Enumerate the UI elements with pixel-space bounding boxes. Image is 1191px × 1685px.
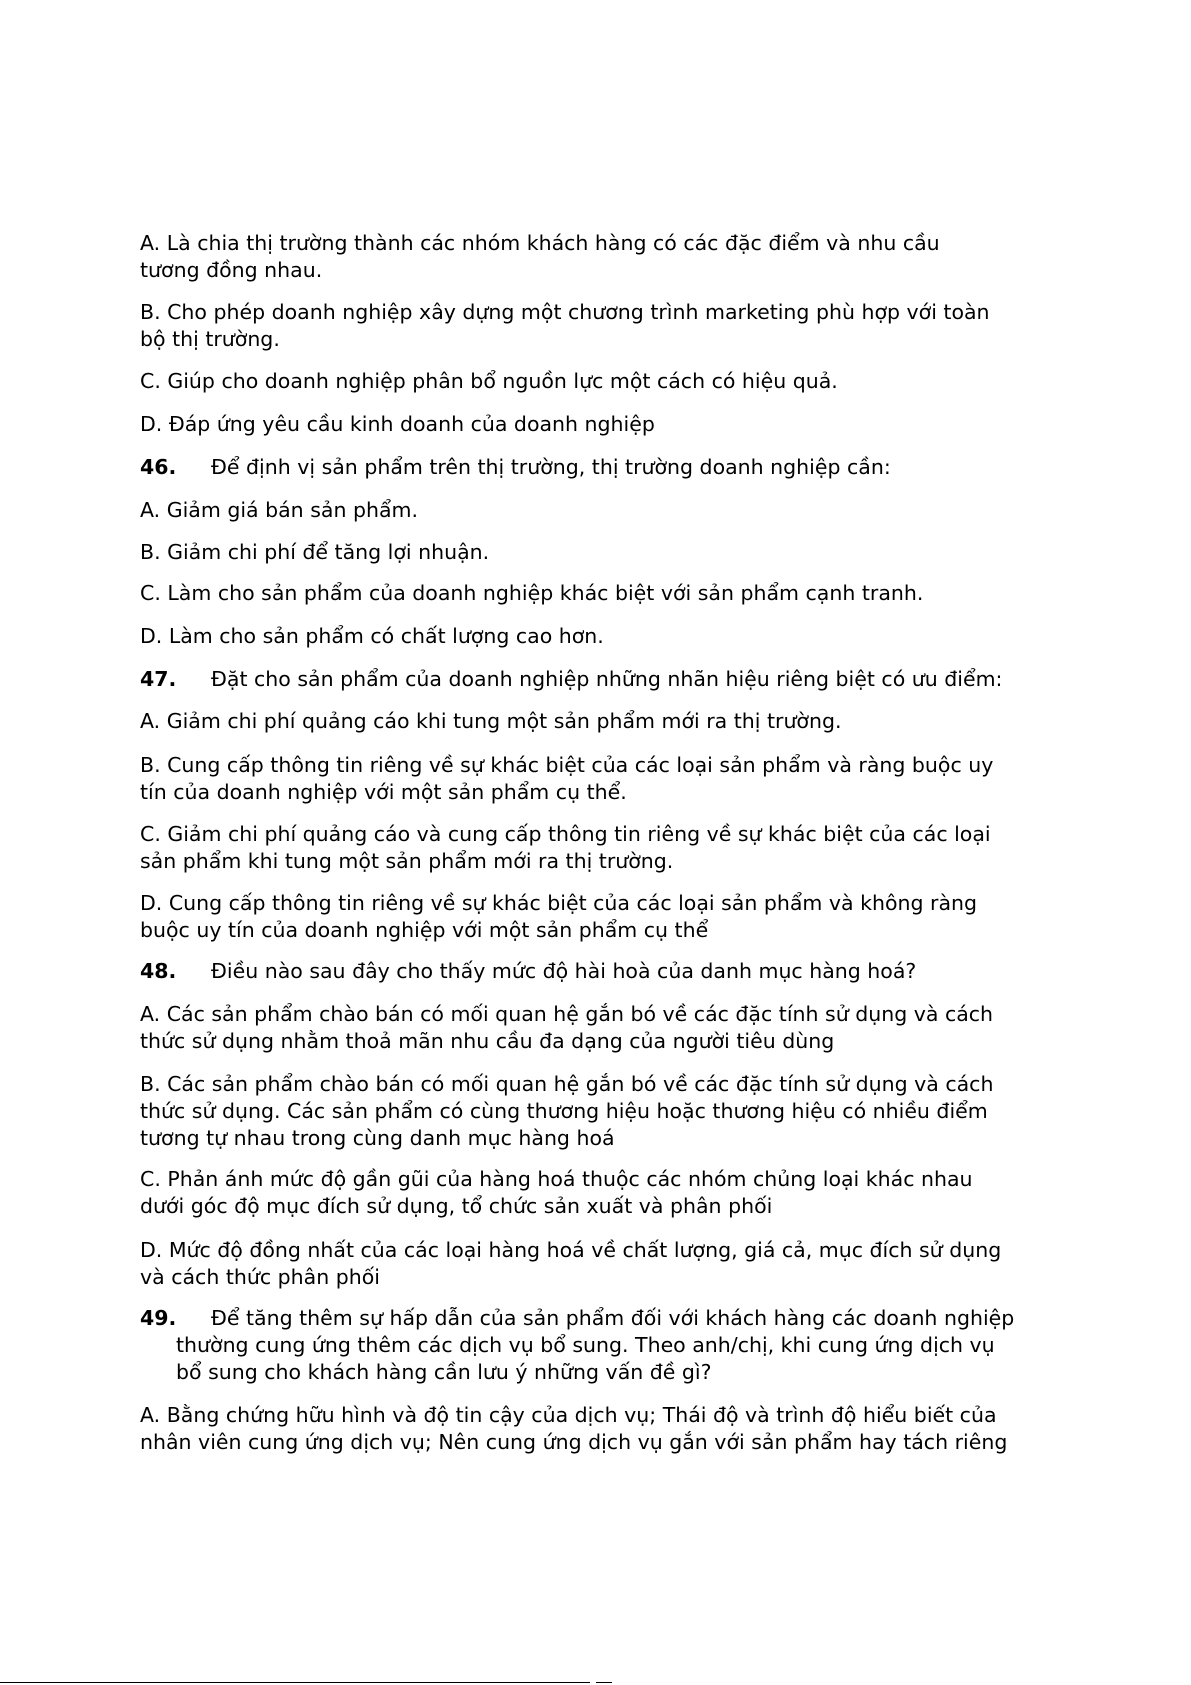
option-48-c bbox=[140, 1166, 1060, 1220]
text-line: A. Bằng chứng hữu hình và độ tin cậy của dịch vụ; Thái độ và trình độ hiểu biết của bbox=[140, 1403, 997, 1427]
question-48 bbox=[140, 958, 1060, 985]
option-45-d bbox=[140, 411, 1060, 438]
option-47-d bbox=[140, 890, 1060, 944]
question-number: 49. bbox=[140, 1306, 177, 1330]
question-46 bbox=[140, 454, 1060, 481]
option-47-b bbox=[140, 752, 1060, 806]
text-line: B. Giảm chi phí để tăng lợi nhuận. bbox=[140, 540, 490, 564]
option-47-a bbox=[140, 708, 1060, 735]
text-line: nhân viên cung ứng dịch vụ; Nên cung ứng dịch vụ gắn với sản phẩm hay tách riêng bbox=[140, 1430, 1008, 1454]
footer-divider bbox=[0, 1682, 590, 1683]
question-number: 48. bbox=[140, 959, 177, 983]
option-48-a bbox=[140, 1001, 1060, 1055]
option-47-c bbox=[140, 821, 1060, 875]
text-line: B. Cho phép doanh nghiệp xây dựng một chương trình marketing phù hợp với toàn bbox=[140, 300, 990, 324]
question-number: 47. bbox=[140, 667, 177, 691]
question-text: Đặt cho sản phẩm của doanh nghiệp những nhãn hiệu riêng biệt có ưu điểm: bbox=[211, 667, 1003, 691]
text-line: thức sử dụng nhằm thoả mãn nhu cầu đa dạng của người tiêu dùng bbox=[140, 1029, 835, 1053]
option-45-c bbox=[140, 368, 1060, 395]
text-line: B. Cung cấp thông tin riêng về sự khác biệt của các loại sản phẩm và ràng buộc uy bbox=[140, 753, 994, 777]
text-line: tương đồng nhau. bbox=[140, 258, 323, 282]
text-line: bộ thị trường. bbox=[140, 327, 280, 351]
text-line: A. Là chia thị trường thành các nhóm khách hàng có các đặc điểm và nhu cầu bbox=[140, 231, 940, 255]
text-line: và cách thức phân phối bbox=[140, 1265, 380, 1289]
option-45-a bbox=[140, 230, 1060, 284]
text-line: buộc uy tín của doanh nghiệp với một sản phẩm cụ thể bbox=[140, 918, 709, 942]
text-line: C. Làm cho sản phẩm của doanh nghiệp khác biệt với sản phẩm cạnh tranh. bbox=[140, 581, 924, 605]
question-text: thường cung ứng thêm các dịch vụ bổ sung. Theo anh/chị, khi cung ứng dịch vụ bbox=[176, 1333, 995, 1357]
text-line: D. Cung cấp thông tin riêng về sự khác biệt của các loại sản phẩm và không ràng bbox=[140, 891, 978, 915]
text-line: thức sử dụng. Các sản phẩm có cùng thương hiệu hoặc thương hiệu có nhiều điểm bbox=[140, 1099, 988, 1123]
option-48-b bbox=[140, 1071, 1060, 1152]
text-line: B. Các sản phẩm chào bán có mối quan hệ gắn bó về các đặc tính sử dụng và cách bbox=[140, 1072, 994, 1096]
text-line: tương tự nhau trong cùng danh mục hàng hoá bbox=[140, 1126, 615, 1150]
text-line: dưới góc độ mục đích sử dụng, tổ chức sản xuất và phân phối bbox=[140, 1194, 773, 1218]
text-line: sản phẩm khi tung một sản phẩm mới ra thị trường. bbox=[140, 849, 674, 873]
text-line: D. Đáp ứng yêu cầu kinh doanh của doanh nghiệp bbox=[140, 412, 655, 436]
text-line: D. Làm cho sản phẩm có chất lượng cao hơn. bbox=[140, 624, 604, 648]
text-line: C. Giúp cho doanh nghiệp phân bổ nguồn lực một cách có hiệu quả. bbox=[140, 369, 838, 393]
text-line: C. Giảm chi phí quảng cáo và cung cấp thông tin riêng về sự khác biệt của các loại bbox=[140, 822, 991, 846]
option-49-a bbox=[140, 1402, 1060, 1456]
footer-divider bbox=[596, 1682, 612, 1683]
option-46-b bbox=[140, 539, 1060, 566]
option-46-d bbox=[140, 623, 1060, 650]
question-text: Điều nào sau đây cho thấy mức độ hài hoà của danh mục hàng hoá? bbox=[211, 959, 917, 983]
text-line: D. Mức độ đồng nhất của các loại hàng hoá về chất lượng, giá cả, mục đích sử dụng bbox=[140, 1238, 1002, 1262]
text-line: C. Phản ánh mức độ gần gũi của hàng hoá thuộc các nhóm chủng loại khác nhau bbox=[140, 1167, 973, 1191]
text-line: tín của doanh nghiệp với một sản phẩm cụ thể. bbox=[140, 780, 627, 804]
option-46-c bbox=[140, 580, 1060, 607]
option-46-a bbox=[140, 497, 1060, 524]
option-45-b bbox=[140, 299, 1060, 353]
question-49 bbox=[140, 1305, 1060, 1386]
text-line: A. Các sản phẩm chào bán có mối quan hệ gắn bó về các đặc tính sử dụng và cách bbox=[140, 1002, 994, 1026]
question-number: 46. bbox=[140, 455, 177, 479]
option-48-d bbox=[140, 1237, 1060, 1291]
question-47 bbox=[140, 666, 1060, 693]
question-text: Để định vị sản phẩm trên thị trường, thị trường doanh nghiệp cần: bbox=[211, 455, 891, 479]
text-line: A. Giảm chi phí quảng cáo khi tung một sản phẩm mới ra thị trường. bbox=[140, 709, 842, 733]
question-text: bổ sung cho khách hàng cần lưu ý những vấn đề gì? bbox=[176, 1360, 712, 1384]
question-text: Để tăng thêm sự hấp dẫn của sản phẩm đối với khách hàng các doanh nghiệp bbox=[211, 1306, 1015, 1330]
text-line: A. Giảm giá bán sản phẩm. bbox=[140, 498, 419, 522]
